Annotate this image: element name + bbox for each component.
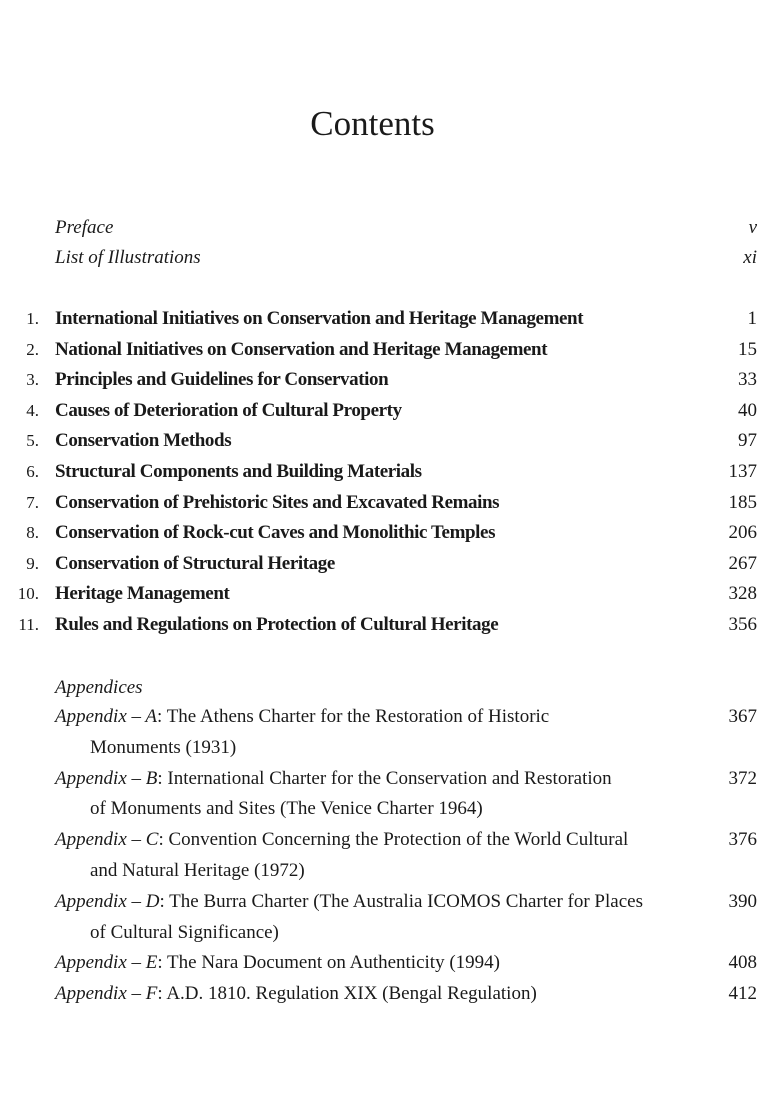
appendix-label: Appendix – E [55, 952, 158, 974]
chapter-number: 4. [26, 400, 39, 420]
chapter-number: 7. [26, 492, 39, 512]
chapter-number: 3. [26, 370, 39, 390]
chapter-number: 10. [17, 584, 39, 604]
chapter-title: National Initiatives on Conservation and Heritage Management [55, 338, 548, 360]
appendix-title: : Convention Concerning the Protection of the World Cultural [158, 829, 629, 851]
chapter-page: 356 [728, 614, 757, 635]
toc-appendix[interactable] [0, 764, 780, 794]
chapter-number: 6. [26, 462, 39, 481]
appendix-page: 376 [728, 829, 757, 851]
toc-appendix[interactable] [0, 948, 780, 978]
appendix-label: Appendix – D [55, 890, 160, 912]
appendix-title-cont: of Cultural Significance) [90, 921, 279, 943]
appendix-title-cont: and Natural Heritage (1972) [90, 860, 305, 881]
chapter-title: International Initiatives on Conservation and Heritage Management [55, 308, 584, 329]
appendix-label: Appendix – B [55, 767, 158, 789]
chapter-page: 328 [728, 583, 757, 605]
toc-chapter[interactable] [0, 396, 780, 426]
entry-page: xi [743, 247, 757, 268]
chapter-page: 137 [728, 461, 757, 482]
chapter-number: 9. [26, 553, 39, 573]
chapter-page: 33 [738, 369, 757, 391]
chapter-title: Rules and Regulations on Protection of Cultural Heritage [55, 614, 499, 635]
chapter-title: Conservation Methods [55, 430, 232, 452]
toc-appendix[interactable] [0, 825, 780, 855]
appendices-heading [0, 673, 780, 703]
entry-title: Preface [55, 217, 114, 238]
toc-chapter[interactable] [0, 457, 780, 487]
chapter-title: Principles and Guidelines for Conservation [55, 369, 389, 391]
appendix-label: Appendix – A [55, 706, 158, 727]
chapter-page: 15 [738, 338, 757, 360]
chapter-title: Conservation of Structural Heritage [55, 552, 335, 574]
appendix-title-cont: Monuments (1931) [90, 736, 237, 758]
chapter-title: Heritage Management [55, 583, 230, 605]
appendices-heading-text: Appendices [55, 677, 143, 698]
chapter-page: 185 [728, 491, 757, 513]
toc-chapter[interactable] [0, 518, 780, 548]
chapter-title: Causes of Deterioration of Cultural Property [55, 399, 402, 421]
chapter-title: Conservation of Rock-cut Caves and Monolithic Temples [55, 522, 496, 544]
toc-appendix[interactable] [0, 979, 780, 1009]
appendix-page: 408 [728, 952, 757, 974]
toc-chapter[interactable] [0, 488, 780, 518]
toc-entry-illustrations[interactable] [0, 243, 780, 273]
chapter-number: 11. [18, 615, 39, 634]
toc-appendix-continuation [0, 918, 780, 948]
entry-page: v [748, 217, 757, 238]
toc-appendix-continuation [0, 794, 780, 824]
appendix-title: : International Charter for the Conservation and Restoration [157, 767, 612, 789]
chapter-number: 1. [26, 309, 39, 328]
appendix-page: 372 [728, 767, 757, 789]
chapter-title: Structural Components and Building Materials [55, 461, 422, 482]
entry-title: List of Illustrations [55, 247, 201, 268]
appendix-page: 367 [728, 706, 757, 727]
toc-entry-preface[interactable] [0, 213, 780, 243]
toc-chapter[interactable] [0, 304, 780, 334]
chapter-number: 8. [26, 523, 39, 543]
appendix-title: : The Burra Charter (The Australia ICOMOS Charter for Places [159, 890, 643, 912]
toc-appendix-continuation [0, 856, 780, 886]
chapter-page: 40 [738, 399, 757, 421]
appendix-label: Appendix – F [55, 983, 158, 1005]
appendix-title: : The Athens Charter for the Restoration of Historic [157, 706, 550, 727]
appendix-page: 412 [728, 983, 757, 1005]
appendix-title: : A.D. 1810. Regulation XIX (Bengal Regulation) [157, 983, 537, 1005]
toc-chapter[interactable] [0, 549, 780, 579]
toc-chapter[interactable] [0, 426, 780, 456]
page-title: Contents [310, 104, 435, 143]
chapter-page: 206 [728, 522, 757, 544]
appendix-title: : The Nara Document on Authenticity (1994) [157, 952, 500, 974]
toc-chapter[interactable] [0, 365, 780, 395]
chapter-number: 5. [26, 431, 39, 451]
chapter-title: Conservation of Prehistoric Sites and Excavated Remains [55, 491, 500, 513]
chapter-page: 97 [738, 430, 757, 452]
chapter-page: 267 [728, 552, 757, 574]
toc-appendix[interactable] [0, 702, 780, 732]
appendix-title-cont: of Monuments and Sites (The Venice Charter 1964) [90, 798, 483, 820]
toc-appendix[interactable] [0, 887, 780, 917]
appendix-label: Appendix – C [55, 829, 159, 851]
toc-chapter[interactable] [0, 579, 780, 609]
chapter-number: 2. [26, 339, 39, 359]
toc-appendix-continuation [0, 733, 780, 763]
toc-chapter[interactable] [0, 610, 780, 640]
chapter-page: 1 [747, 308, 757, 329]
appendix-page: 390 [728, 890, 757, 912]
toc-chapter[interactable] [0, 335, 780, 365]
